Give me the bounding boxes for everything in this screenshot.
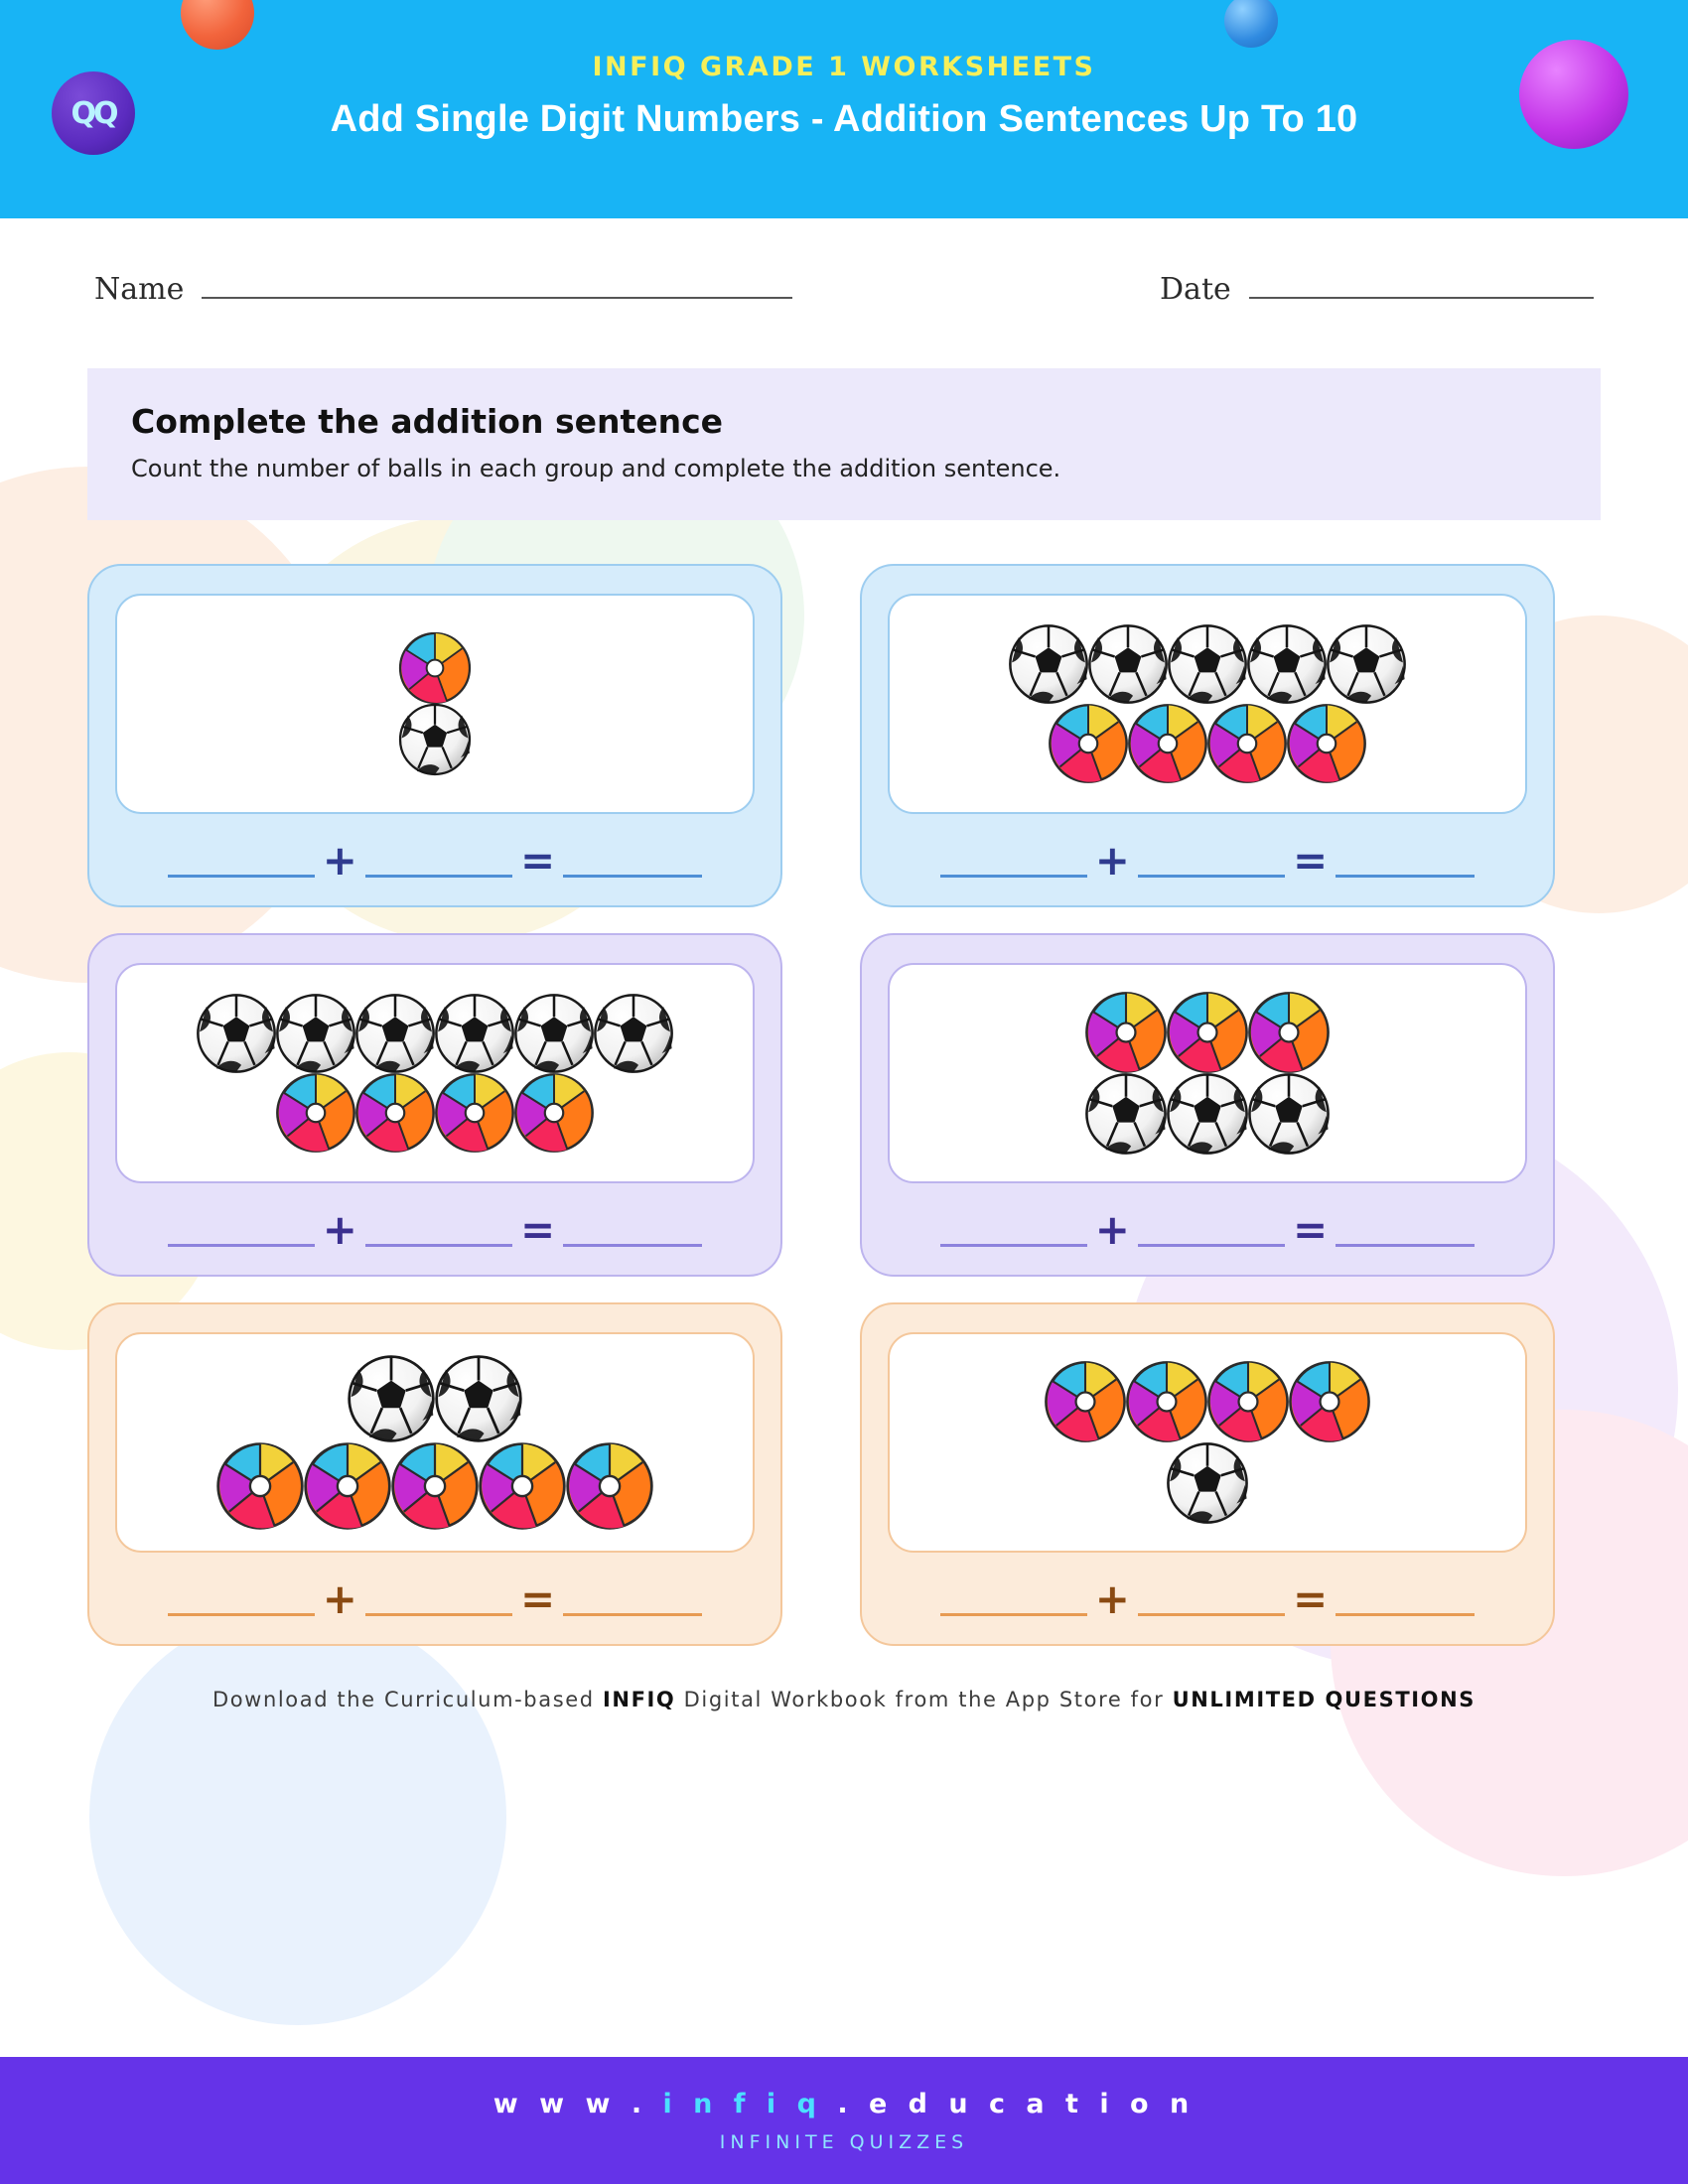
addend1-blank[interactable] — [168, 844, 315, 878]
soccer-ball-icon — [397, 702, 473, 777]
problem-grid — [87, 564, 1601, 1646]
plus-sign: + — [1094, 1205, 1130, 1255]
soccer-ball-icon — [1245, 622, 1329, 706]
date-input-line[interactable] — [1249, 297, 1594, 299]
ball-row-soccer-ball — [1085, 1071, 1330, 1157]
footer-tagline: INFINITE QUIZZES — [719, 2130, 969, 2153]
beach-ball-icon — [564, 1440, 655, 1532]
instruction-heading: Complete the addition sentence — [131, 402, 724, 441]
problem-card — [860, 933, 1555, 1277]
footer-url-brand: i n f i q — [662, 2088, 822, 2119]
equals-sign: = — [1293, 1574, 1329, 1624]
problem-card — [87, 1302, 782, 1646]
ball-row-beach-ball — [399, 630, 471, 706]
instruction-subtext: Count the number of balls in each group and complete the addition sentence. — [131, 455, 1061, 482]
addition-sentence — [115, 836, 755, 886]
beach-ball-icon — [389, 1440, 481, 1532]
addition-sentence — [888, 836, 1527, 886]
soccer-ball-icon — [274, 992, 357, 1075]
promo-emphasis: UNLIMITED QUESTIONS — [1172, 1688, 1477, 1711]
ball-row-soccer-ball — [1167, 1440, 1248, 1526]
plus-sign: + — [322, 1574, 357, 1624]
soccer-ball-icon — [1246, 1071, 1332, 1157]
beach-ball-icon — [1205, 702, 1289, 785]
beach-ball-icon — [1287, 1359, 1372, 1444]
sum-blank[interactable] — [1336, 844, 1475, 878]
addend2-blank[interactable] — [365, 844, 512, 878]
soccer-ball-icon — [1007, 622, 1090, 706]
soccer-ball-icon — [592, 992, 675, 1075]
beach-ball-icon — [397, 630, 473, 706]
beach-ball-icon — [1205, 1359, 1291, 1444]
ball-group-box — [888, 1332, 1527, 1553]
name-field-group[interactable] — [94, 272, 792, 307]
header-text-block — [0, 52, 1688, 141]
page-title: Add Single Digit Numbers - Addition Sentences Up To 10 — [330, 98, 1358, 140]
sum-blank[interactable] — [563, 1582, 702, 1616]
addend1-blank[interactable] — [168, 1213, 315, 1247]
footer-url[interactable] — [493, 2089, 1195, 2119]
ball-row-beach-ball — [1045, 1359, 1370, 1444]
addend2-blank[interactable] — [1138, 1582, 1285, 1616]
ball-row-beach-ball — [1085, 990, 1330, 1075]
ball-group-box — [115, 963, 755, 1183]
beach-ball-icon — [1083, 990, 1169, 1075]
ball-group-box — [115, 1332, 755, 1553]
soccer-ball-icon — [1166, 622, 1249, 706]
sum-blank[interactable] — [563, 1213, 702, 1247]
name-date-row — [94, 272, 1594, 307]
beach-ball-icon — [1047, 702, 1130, 785]
sphere-blue-icon — [1224, 0, 1278, 48]
beach-ball-icon — [1126, 702, 1209, 785]
beach-ball-icon — [1043, 1359, 1128, 1444]
footer-url-suffix: . e d u c a t i o n — [837, 2088, 1196, 2119]
page-header — [0, 0, 1688, 218]
ball-row-beach-ball — [216, 1440, 653, 1532]
promo-line — [0, 1688, 1688, 1711]
soccer-ball-icon — [1086, 622, 1170, 706]
soccer-ball-icon — [1325, 622, 1408, 706]
date-label: Date — [1160, 272, 1231, 307]
promo-brand: INFIQ — [602, 1688, 676, 1711]
ball-row-soccer-ball — [197, 992, 673, 1075]
beach-ball-icon — [1124, 1359, 1209, 1444]
ball-row-soccer-ball — [348, 1353, 522, 1444]
equals-sign: = — [1293, 836, 1329, 886]
problem-card — [860, 1302, 1555, 1646]
beach-ball-icon — [433, 1071, 516, 1155]
addend2-blank[interactable] — [365, 1213, 512, 1247]
ball-group-box — [888, 594, 1527, 814]
background-blob-blue — [89, 1608, 506, 2025]
addend1-blank[interactable] — [940, 1213, 1087, 1247]
ball-group-box — [115, 594, 755, 814]
promo-middle: Digital Workbook from the App Store for — [675, 1688, 1173, 1711]
soccer-ball-icon — [1083, 1071, 1169, 1157]
sphere-orange-icon — [181, 0, 254, 50]
beach-ball-icon — [477, 1440, 568, 1532]
ball-row-beach-ball — [276, 1071, 594, 1155]
problem-card — [87, 564, 782, 907]
beach-ball-icon — [214, 1440, 306, 1532]
soccer-ball-icon — [195, 992, 278, 1075]
sum-blank[interactable] — [1336, 1582, 1475, 1616]
ball-row-soccer-ball — [399, 702, 471, 777]
addend2-blank[interactable] — [365, 1582, 512, 1616]
soccer-ball-icon — [1165, 1071, 1250, 1157]
beach-ball-icon — [512, 1071, 596, 1155]
logo-glyph: QQ — [70, 95, 116, 131]
promo-prefix: Download the Curriculum-based — [211, 1688, 603, 1711]
equals-sign: = — [520, 1574, 556, 1624]
ball-row-soccer-ball — [1009, 622, 1406, 706]
sum-blank[interactable] — [563, 844, 702, 878]
instruction-panel — [87, 368, 1601, 520]
soccer-ball-icon — [346, 1353, 437, 1444]
sum-blank[interactable] — [1336, 1213, 1475, 1247]
addition-sentence — [888, 1574, 1527, 1624]
addition-sentence — [115, 1205, 755, 1255]
addend1-blank[interactable] — [940, 1582, 1087, 1616]
name-label: Name — [94, 272, 185, 307]
soccer-ball-icon — [433, 1353, 524, 1444]
addend2-blank[interactable] — [1138, 844, 1285, 878]
problem-card — [860, 564, 1555, 907]
plus-sign: + — [1094, 836, 1130, 886]
addend1-blank[interactable] — [940, 844, 1087, 878]
beach-ball-icon — [302, 1440, 393, 1532]
beach-ball-icon — [353, 1071, 437, 1155]
addition-sentence — [888, 1205, 1527, 1255]
beach-ball-icon — [1285, 702, 1368, 785]
soccer-ball-icon — [433, 992, 516, 1075]
page-footer — [0, 2057, 1688, 2184]
equals-sign: = — [520, 836, 556, 886]
name-input-line[interactable] — [202, 297, 792, 299]
equals-sign: = — [1293, 1205, 1329, 1255]
ball-row-beach-ball — [1049, 702, 1366, 785]
soccer-ball-icon — [353, 992, 437, 1075]
soccer-ball-icon — [512, 992, 596, 1075]
addend2-blank[interactable] — [1138, 1213, 1285, 1247]
beach-ball-icon — [274, 1071, 357, 1155]
soccer-ball-icon — [1165, 1440, 1250, 1526]
addition-sentence — [115, 1574, 755, 1624]
equals-sign: = — [520, 1205, 556, 1255]
beach-ball-icon — [1165, 990, 1250, 1075]
plus-sign: + — [322, 836, 357, 886]
ball-group-box — [888, 963, 1527, 1183]
plus-sign: + — [1094, 1574, 1130, 1624]
beach-ball-icon — [1246, 990, 1332, 1075]
footer-url-prefix: w w w . — [492, 2088, 648, 2119]
problem-card — [87, 933, 782, 1277]
worksheet-kicker: INFIQ GRADE 1 WORKSHEETS — [592, 52, 1096, 82]
plus-sign: + — [322, 1205, 357, 1255]
date-field-group[interactable] — [1160, 272, 1594, 307]
addend1-blank[interactable] — [168, 1582, 315, 1616]
